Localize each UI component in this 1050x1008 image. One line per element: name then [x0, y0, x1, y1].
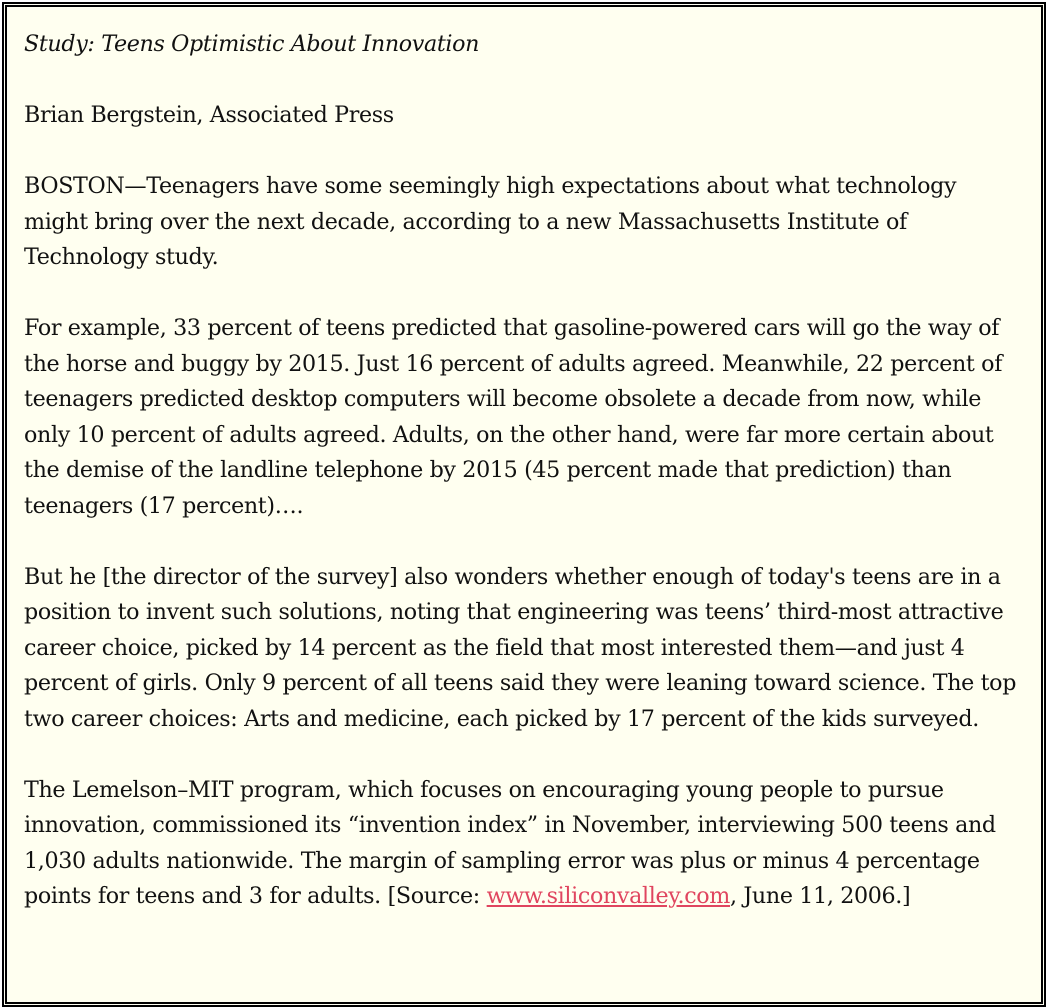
paragraph-4-text-after-link: , June 11, 2006.]: [729, 883, 911, 909]
article-body: [24, 27, 1024, 915]
article-byline: Brian Bergstein, Associated Press: [24, 102, 394, 128]
source-link[interactable]: www.siliconvalley.com: [486, 883, 730, 909]
article-paragraph-2: For example, 33 percent of teens predicted that gasoline-powered cars will go the way of the horse and buggy by 2015. Just 16 percent of adults agreed. Meanwhile, 22 percent of teenagers predicted desktop computers will become obsolete a decade from now, while only 10 percent of adults agreed. Adults, on the other hand, were far more certain about the demise of the landline telephone by 2015 (45 percent made that prediction) than teenagers (17 percent)….: [24, 315, 1003, 519]
article-paragraph-4: [24, 773, 1024, 915]
article-headline: Study: Teens Optimistic About Innovation: [24, 31, 480, 57]
article-paragraph-1: BOSTON—Teenagers have some seemingly high expectations about what technology might bring over the next decade, according to a new Massachusetts Institute of Technology study.: [24, 173, 957, 270]
paragraph-4-text-before-link: The Lemelson–MIT program, which focuses on encouraging young people to pursue innovation, commissioned its “invention index” in November, interviewing 500 teens and 1,030 adults nationwide. The margin of sampling error was plus or minus 4 percentage points for teens and 3 for adults. [Source:: [24, 776, 996, 909]
article-frame: [2, 2, 1046, 1007]
article-paragraph-3: But he [the director of the survey] also wonders whether enough of today's teens are in a position to invent such solutions, noting that engineering was teens’ third-most attractive career choice, picked by 14 percent as the field that most interested them—and just 4 percent of girls. Only 9 percent of all teens said they were leaning toward science. The top two career choices: Arts and medicine, each picked by 17 percent of the kids surveyed.: [24, 563, 1017, 732]
